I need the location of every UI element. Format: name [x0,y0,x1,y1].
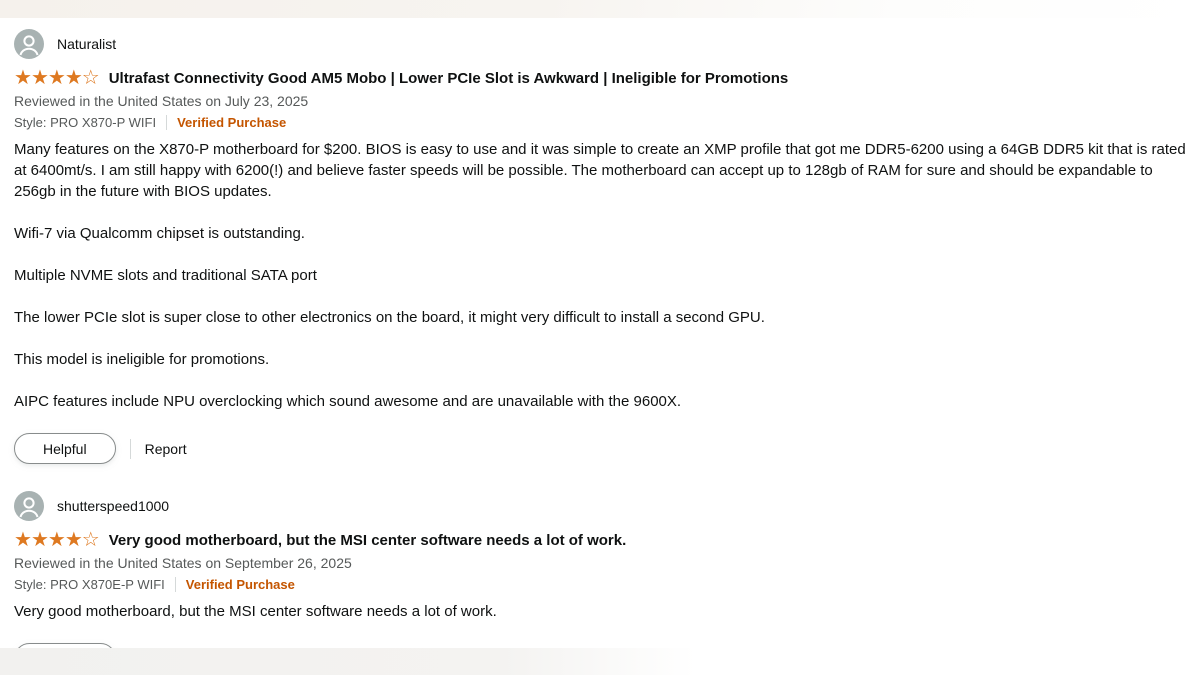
review-actions [14,433,1186,464]
helpful-button[interactable]: Helpful [14,433,116,464]
separator [175,577,176,592]
star-rating [14,68,99,88]
review-paragraph: This model is ineligible for promotions. [14,351,270,368]
star-filled-icon: ★ [30,67,49,89]
verified-purchase-link[interactable]: Verified Purchase [177,115,287,130]
review-meta [14,115,1186,130]
style-link[interactable]: Style: PRO X870E-P WIFI [14,577,165,592]
review-item-1 [14,29,1186,464]
star-filled-icon: ★ [14,67,32,89]
reviewer-profile-link[interactable] [14,491,1186,521]
review-item-2 [14,491,1186,674]
review-paragraph: Wifi-7 via Qualcomm chipset is outstanding. [14,225,305,242]
review-title: Very good motherboard, but the MSI center software needs a lot of work. [108,531,627,549]
page-top-strip [0,0,1200,18]
avatar-icon [14,491,44,521]
reviews-list [0,18,1200,675]
star-empty-icon: ☆ [81,67,100,89]
review-title-link[interactable] [14,68,1186,88]
review-body [14,139,1186,412]
review-date: Reviewed in the United States on September 26, 2025 [14,555,352,571]
avatar-icon [14,29,44,59]
separator [166,115,167,130]
review-meta [14,577,1186,592]
star-filled-icon: ★ [64,529,83,551]
review-paragraph: The lower PCIe slot is super close to other electronics on the board, it might very difficult to install a second GPU. [14,309,765,326]
style-link[interactable]: Style: PRO X870-P WIFI [14,115,157,130]
star-rating [14,530,99,550]
review-date: Reviewed in the United States on July 23, 2025 [14,93,309,109]
report-link[interactable]: Report [144,440,187,457]
verified-purchase-link[interactable]: Verified Purchase [185,577,295,592]
reviewer-profile-link[interactable] [14,29,1186,59]
star-filled-icon: ★ [30,529,49,551]
separator [130,439,131,459]
star-empty-icon: ☆ [81,529,100,551]
review-title: Ultrafast Connectivity Good AM5 Mobo | Lower PCIe Slot is Awkward | Ineligible for Promotions [108,69,789,87]
star-filled-icon: ★ [47,529,66,551]
review-paragraph: Multiple NVME slots and traditional SATA port [14,267,317,284]
review-title-link[interactable] [14,530,1186,550]
review-paragraph: Very good motherboard, but the MSI center software needs a lot of work. [14,603,497,620]
page-bottom-strip [0,648,1200,675]
review-paragraph: AIPC features include NPU overclocking which sound awesome and are unavailable with the 9600X. [14,393,682,410]
review-body [14,601,1186,622]
reviewer-name: Naturalist [57,36,117,52]
star-filled-icon: ★ [14,529,32,551]
review-paragraph: Many features on the X870-P motherboard for $200. BIOS is easy to use and it was simple to create an XMP profile that got me DDR5-6200 using a 64GB DDR5 kit that is rated at 6400mt/s. I am still happy with 6200(!) and believe faster speeds will be possible. The motherboard can accept up to 128gb of RAM for sure and should be expandable to 256gb in the future with BIOS updates. [14,141,1186,200]
star-filled-icon: ★ [64,67,83,89]
reviewer-name: shutterspeed1000 [57,498,170,514]
star-filled-icon: ★ [47,67,66,89]
